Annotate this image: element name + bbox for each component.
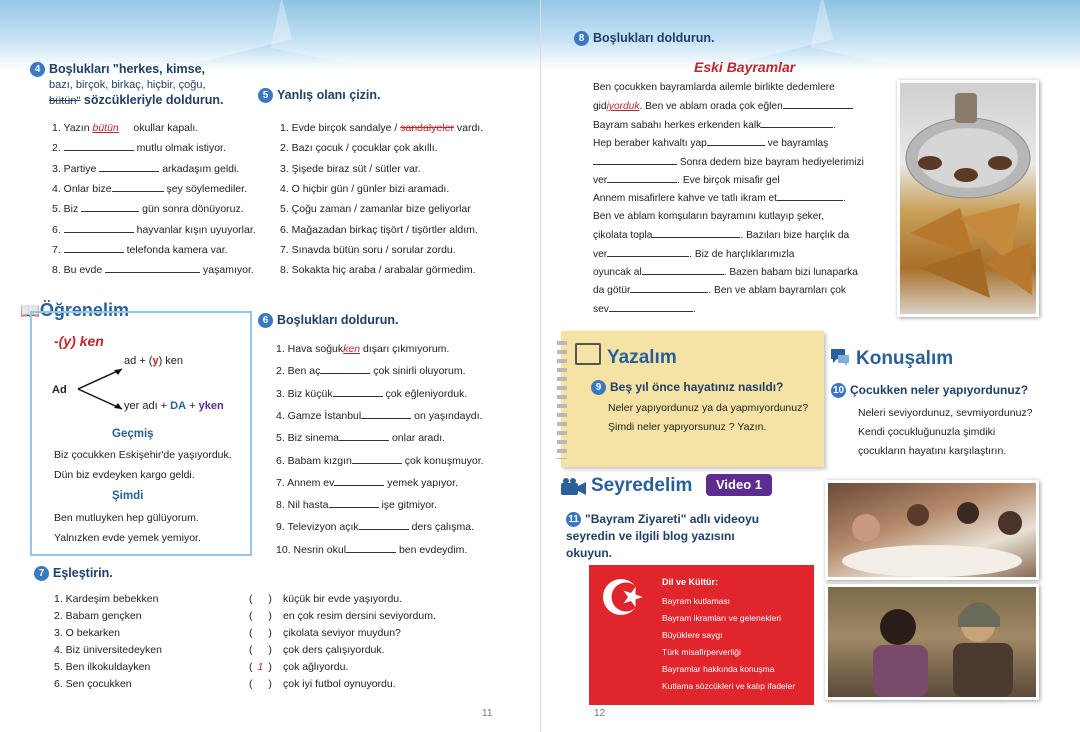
ex7-right-item: küçük bir evde yaşıyordu. [283, 593, 403, 605]
blank-line[interactable] [346, 544, 396, 553]
ogrenelim-title: Öğrenelim [39, 300, 129, 320]
ex6-number: 6 [258, 313, 273, 328]
ex7-right-item: çok ağlıyordu. [283, 661, 349, 673]
ex5-item [280, 183, 449, 195]
story-line [593, 303, 696, 315]
ex5-item [280, 244, 456, 256]
blank-line[interactable] [652, 229, 740, 238]
blank-line[interactable] [64, 142, 134, 151]
ex6-item-post: ben evdeydim. [396, 543, 468, 556]
ex6-item [276, 432, 445, 444]
dinner-table-illustration [828, 483, 1036, 577]
ex11-heading [566, 511, 759, 562]
ex11-line1: "Bayram Ziyareti" adlı videoyu [585, 512, 760, 526]
ex6-item-pre: 8. Nil hasta [276, 499, 329, 512]
blank-line[interactable] [609, 303, 693, 312]
ex6-item [276, 521, 474, 533]
page-12 [540, 0, 1080, 732]
ex6-item [276, 410, 482, 422]
ex9-heading [591, 380, 783, 395]
story-line-mid: . Ben ve ablam orada çok eğlen [639, 101, 783, 113]
ex4-item-pre: 7. [52, 243, 64, 256]
story-line [593, 211, 824, 222]
rule-bot-da: DA [170, 400, 187, 412]
kultur-item: Türk misafirperverliği [662, 647, 741, 657]
ex7-paren[interactable]: ( 1 ) [249, 661, 272, 673]
blank-line[interactable] [320, 365, 370, 374]
ex5-item-text: 8. Sokakta hiç araba / arabalar görmedim. [280, 264, 476, 277]
ex7-right-item: çok ders çalışıyorduk. [283, 644, 385, 656]
story-line-text: Bayram sabahı herkes erkenden kalk [593, 119, 762, 131]
ex10-question: Çocukken neler yapıyordunuz? [850, 383, 1029, 397]
kultur-title: Dil ve Kültür: [662, 577, 719, 587]
ex5-item-text: 6. Mağazadan birkaç tişört / tişörtler aldım. [280, 223, 478, 236]
ex8-title: Boşlukları doldurun. [593, 31, 715, 45]
ex7-paren[interactable]: ( ) [249, 593, 272, 605]
kultur-item: Kutlama sözcükleri ve kalıp ifadeler [662, 681, 796, 691]
ex6-item-post: çok sinirli oluyorum. [370, 365, 466, 378]
ex6-item-post: onlar aradı. [389, 432, 446, 445]
ex10-heading [831, 383, 1028, 398]
ex6-item [276, 455, 484, 467]
baklava-coffee-photo [897, 80, 1039, 317]
ex7-right-item: çok iyi futbol oynuyordu. [283, 678, 396, 690]
ex7-paren[interactable]: ( ) [249, 644, 272, 656]
blank-line[interactable] [777, 192, 843, 201]
simdi-example-1: Ben mutluyken hep gülüyorum. [54, 512, 199, 524]
ex8-number: 8 [574, 31, 589, 46]
ex4-item-post: mutlu olmak istiyor. [133, 142, 226, 155]
ex4-item-pre: 3. Partiye [52, 162, 100, 175]
ex7-left-item: 4. Biz üniversitedeyken [54, 644, 162, 656]
ex10-line1: Neleri seviyordunuz, sevmiyordunuz? [858, 407, 1033, 419]
ex9-line2: Şimdi neler yapıyorsunuz ? Yazın. [608, 421, 767, 433]
ex8-heading [574, 31, 715, 46]
ex6-heading [258, 313, 399, 328]
elder-greeting-photo [825, 584, 1039, 700]
ex7-right-item: en çok resim dersini seviyordum. [283, 610, 436, 622]
story-line [593, 156, 864, 168]
story-line-text: Ben ve ablam komşuların bayramını kutlayıp şeker, [593, 210, 825, 222]
ex5-item [280, 224, 478, 236]
story-line [593, 100, 853, 112]
ex4-item-pre: 2. [52, 142, 64, 155]
ex5-item-text: 4. O hiçbir gün / günler bizi aramadı. [280, 182, 450, 195]
greeting-illustration [828, 587, 1036, 697]
rule-top-b: ) ken [158, 355, 184, 367]
ex6-item [276, 499, 437, 511]
story-line [593, 82, 835, 93]
ex5-item-text: 7. Sınavda bütün soru / sorular zordu. [280, 243, 456, 256]
ex4-item [52, 183, 247, 195]
ex6-item-post: çok eğleniyorduk. [382, 387, 468, 400]
story-line-text: da götür [593, 285, 631, 297]
story-line [593, 119, 836, 131]
rule-bot-a: yer adı + [124, 400, 171, 412]
ex6-item [276, 477, 458, 489]
gecmis-example-1: Biz çocukken Eskişehir'de yaşıyorduk. [54, 449, 232, 461]
story-line-text: ver [593, 248, 608, 260]
story-line-end: ve bayramlaş [764, 138, 829, 150]
yazalim-title: Yazalım [607, 347, 677, 368]
ex11-line3: okuyun. [566, 546, 613, 560]
ex4-heading [30, 62, 224, 109]
blank-line[interactable] [64, 244, 124, 253]
ex4-item-post: hayvanlar kışın uyuyorlar. [133, 223, 256, 236]
ex6-item-post: yemek yapıyor. [384, 476, 458, 489]
ex6-item [276, 544, 467, 556]
ex7-left-item: 1. Kardeşim bebekken [54, 593, 159, 605]
ex4-title-strike: bütün" [49, 95, 81, 108]
coffee-baklava-illustration [900, 83, 1036, 314]
kultur-item: Bayramlar hakkında konuşma [662, 664, 775, 674]
rule-top-y: y [152, 355, 159, 367]
ex4-answer: bütün [92, 122, 119, 134]
rule-top-a: ad + ( [124, 355, 153, 367]
blank-line[interactable] [339, 432, 389, 441]
kultur-item: Bayram ikramları ve gelenekleri [662, 613, 782, 623]
story-line-end: . Eve birçok misafir gel [677, 175, 780, 186]
rule-bottom [124, 400, 224, 412]
speech-bubble-icon [829, 347, 851, 372]
rule-bot-plus: + [186, 400, 199, 412]
family-dinner-photo [825, 480, 1039, 580]
story-line-text: Annem misafirlere kahve ve tatlı ikram et [593, 193, 778, 205]
ex4-item-pre: 5. Biz [52, 203, 82, 216]
story-line [593, 248, 794, 260]
blank-line[interactable] [607, 248, 689, 257]
ex4-title-line1: Boşlukları "herkes, kimse, [49, 62, 206, 76]
ex4-item [52, 224, 256, 236]
kultur-item: Büyüklere saygı [662, 630, 723, 640]
ex7-right-item: çikolata seviyor muydun? [283, 627, 401, 639]
ex6-item-pre: 5. Biz sinema [276, 432, 340, 445]
story-line-end: . Biz de harçlıklarımızla [689, 248, 795, 260]
story-line-text: çikolata topla [593, 230, 653, 242]
blank-line[interactable] [642, 266, 724, 275]
ex6-item-pre: 7. Annem ev [276, 476, 335, 489]
ex10-line3: çocukların hayatını karşılaştırın. [858, 445, 1007, 457]
gecmis-example-2: Dün biz evdeyken kargo geldi. [54, 469, 195, 481]
ex4-item [52, 142, 226, 154]
page-number-12: 12 [594, 708, 606, 719]
blank-line[interactable] [99, 163, 159, 172]
ex6-item-post: on yaşındaydı. [411, 409, 483, 422]
gecmis-label: Geçmiş [112, 428, 154, 440]
story-line [593, 266, 858, 278]
ex4-item [52, 163, 239, 175]
ex6-item-post: dışarı çıkmıyorum. [360, 343, 450, 355]
ex5-item [280, 264, 476, 276]
ex7-paren[interactable]: ( ) [249, 627, 272, 639]
ex6-answer: ken [343, 343, 361, 355]
rule-bot-yken: yken [198, 400, 224, 412]
ad-label: Ad [52, 384, 67, 396]
konusalim-title: Konuşalım [856, 348, 954, 369]
ex4-item-post: arkadaşım geldi. [159, 162, 240, 175]
story-line [593, 192, 846, 204]
ex6-title: Boşlukları doldurun. [277, 313, 399, 327]
sky-banner [0, 0, 540, 70]
ex7-left-item: 6. Sen çocukken [54, 678, 132, 690]
ex9-number: 9 [591, 380, 606, 395]
ex7-left-item: 3. O bekarken [54, 627, 120, 639]
blank-line[interactable] [359, 521, 409, 530]
turkish-flag-panel [589, 565, 814, 705]
seyredelim-title: Seyredelim [591, 475, 693, 496]
ex5-item-end: vardı. [453, 122, 484, 134]
ex10-number: 10 [832, 385, 845, 397]
story-line [593, 174, 780, 186]
blank-line[interactable] [761, 119, 833, 128]
story-line-text: sev [593, 303, 609, 315]
ex5-title: Yanlış olanı çizin. [277, 88, 381, 102]
story-line-end: . Ben ve ablam bayramları çok [708, 285, 846, 297]
ex11-line2: seyredin ve ilgili blog yazısını [566, 529, 735, 543]
ex7-paren[interactable]: ( ) [249, 610, 272, 622]
ex5-item [280, 142, 438, 154]
page-number-11: 11 [482, 708, 493, 719]
suffix-label: -(y) ken [54, 333, 104, 349]
blank-line[interactable] [333, 388, 383, 397]
ex6-item [276, 365, 466, 377]
ex4-item [52, 203, 244, 215]
ex9-question: Beş yıl önce hayatınız nasıldı? [610, 380, 784, 394]
ex4-item [52, 122, 198, 134]
ex6-item-pre: 9. Televizyon açık [276, 521, 359, 534]
ex4-item-pre: 4. Onlar bize [52, 182, 112, 195]
blank-line[interactable] [329, 499, 379, 508]
ex4-item-pre: 8. Bu evde [52, 264, 106, 277]
ex4-item-post: şey söylemediler. [163, 182, 247, 195]
story-line-end: . [692, 303, 696, 315]
simdi-label: Şimdi [112, 490, 144, 502]
blank-line[interactable] [352, 455, 402, 464]
blank-line[interactable] [334, 477, 384, 486]
story-answer: iyorduk [606, 101, 640, 113]
ex6-item-pre: 1. Hava soğuk [276, 343, 344, 355]
ex6-item-pre: 2. Ben aç [276, 365, 321, 378]
ex6-item [276, 343, 449, 355]
video-1-button[interactable]: Video 1 [706, 474, 772, 496]
ex5-item-text: 5. Çoğu zaman / zamanlar bize geliyorlar [280, 203, 471, 216]
branch-arrows-icon [76, 365, 128, 413]
ex5-item-text: 3. Şişede biraz süt / sütler var. [280, 162, 421, 175]
ex7-mark: 1 [257, 661, 264, 673]
ex6-item-post: ders çalışma. [408, 521, 475, 534]
story-line-text: Hep beraber kahvaltı yap [593, 138, 707, 150]
yazalim-note [561, 331, 824, 467]
ex5-heading [258, 88, 381, 103]
ex6-item-pre: 10. Nesrin okul [276, 543, 347, 556]
story-line-end: Sonra dedem bize bayram hediyelerimizi [677, 156, 864, 168]
ex7-left-item: 5. Ben ilkokuldayken [54, 661, 151, 673]
ex6-item-post: çok konuşmuyor. [401, 454, 484, 467]
story-line [593, 284, 846, 296]
story-line-text: Ben çocukken bayramlarda ailemle birlikte dedemlere [593, 82, 835, 93]
ex5-item-text: 2. Bazı çocuk / çocuklar çok akıllı. [280, 142, 438, 155]
note-pencil-icon [575, 343, 601, 365]
book-icon: 📖 [20, 303, 40, 320]
story-line-text: gid [593, 101, 607, 113]
blank-line[interactable] [707, 137, 765, 146]
ex6-item-post: işe gitmiyor. [378, 499, 437, 512]
ex5-item-text: 1. Evde birçok sandalye / [280, 122, 401, 134]
blank-line[interactable] [64, 224, 134, 233]
ex5-number: 5 [258, 88, 273, 103]
ogrenelim-box [30, 311, 252, 556]
spiral-binding [557, 341, 567, 459]
blank-line[interactable] [112, 183, 164, 192]
blank-line[interactable] [81, 203, 139, 212]
ex4-item-pre: 6. [52, 223, 64, 236]
ex4-item-pre: 1. Yazın [52, 122, 93, 134]
blank-line[interactable] [105, 264, 200, 273]
ex4-item [52, 244, 228, 256]
story-line-end: . [833, 119, 837, 131]
ex7-heading [34, 566, 113, 581]
kultur-item: Bayram kutlaması [662, 596, 731, 606]
video-camera-icon [561, 478, 587, 501]
ex7-title: Eşleştirin. [53, 566, 113, 580]
ex5-item [280, 163, 421, 175]
story-line-end: . Bazıları bize harçlık da [740, 230, 850, 242]
story-title: Eski Bayramlar [694, 59, 796, 75]
rule-top [124, 355, 183, 367]
story-line [593, 229, 849, 241]
blank-line[interactable] [593, 156, 677, 165]
ex7-left-item: 2. Babam gençken [54, 610, 142, 622]
ex4-item-post: gün sonra dönüyoruz. [139, 203, 244, 216]
ex6-item-pre: 6. Babam kızgın [276, 454, 352, 467]
story-line-end: . [843, 193, 846, 205]
ex5-struck-word: sandalyeler [400, 122, 454, 134]
ex4-item-post: yaşamıyor. [200, 264, 254, 277]
ex6-item-pre: 4. Gamze İstanbul [276, 409, 362, 422]
ex5-item [280, 203, 471, 215]
simdi-example-2: Yalnızken evde yemek yemiyor. [54, 532, 201, 544]
ex5-item [280, 122, 483, 134]
ex6-item [276, 388, 467, 400]
blank-line[interactable] [607, 174, 677, 183]
ex11-number: 11 [566, 512, 581, 527]
blank-line[interactable] [630, 284, 708, 293]
ex7-number: 7 [34, 566, 49, 581]
story-line-text: oyuncak al [593, 267, 642, 278]
story-line-end: . Bazen babam bizi lunaparka [723, 267, 858, 278]
ex6-item-pre: 3. Biz küçük [276, 387, 333, 400]
blank-line[interactable] [783, 100, 853, 109]
ex4-item-post: okullar kapalı. [130, 122, 199, 134]
ex4-number: 4 [30, 62, 45, 77]
story-line-text: ver [593, 175, 608, 186]
ex4-title-line3: sözcükleriyle doldurun. [80, 93, 224, 108]
ex9-line1: Neler yapıyordunuz ya da yapmıyordunuz? [608, 402, 809, 414]
blank-line[interactable] [361, 410, 411, 419]
ex4-title-line2: bazı, birçok, birkaç, hiçbir, çoğu, [49, 79, 206, 92]
ex4-item [52, 264, 254, 276]
ex10-line2: Kendi çocukluğunuzla şimdiki [858, 426, 996, 438]
story-line [593, 137, 828, 149]
crescent-star-icon [597, 573, 657, 623]
ex7-paren[interactable]: ( ) [249, 678, 272, 690]
ex4-item-post: telefonda kamera var. [123, 243, 228, 256]
